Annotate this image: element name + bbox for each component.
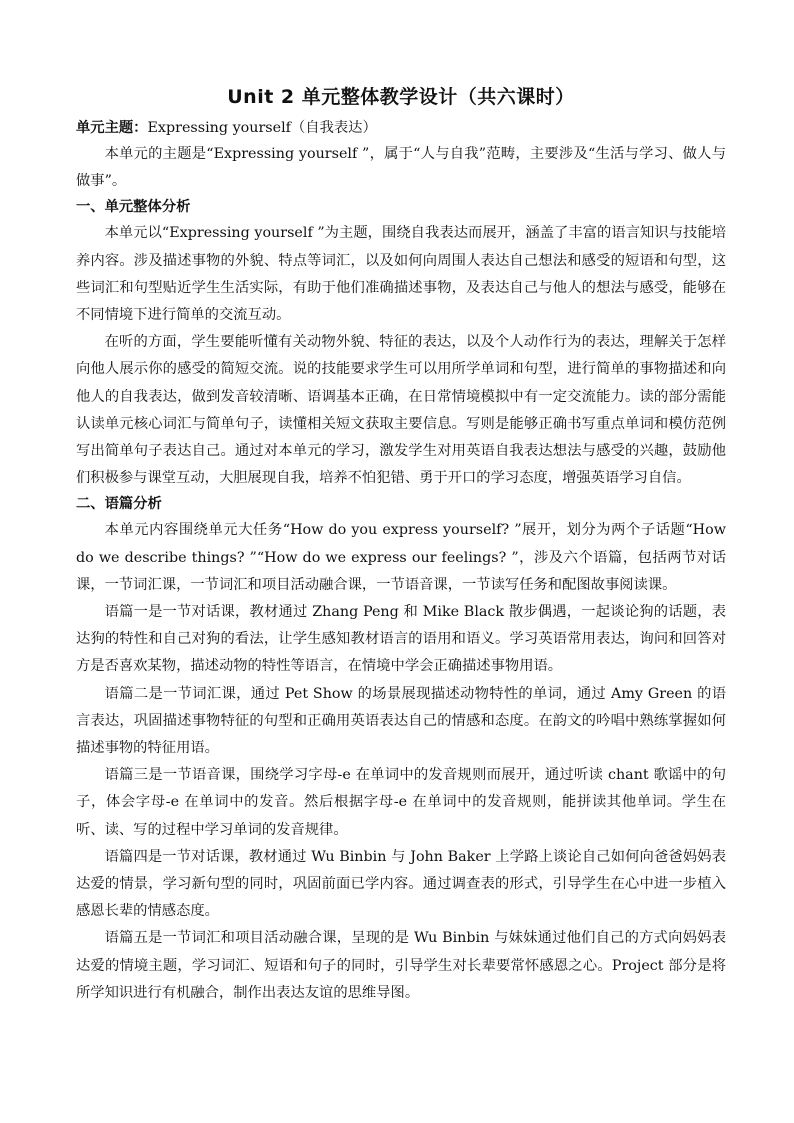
text-analysis-paragraph-2: 语篇一是一节对话课，教材通过 Zhang Peng 和 Mike Black 散步偶遇，一起谈论狗的话题，表达狗的特性和自己对狗的看法，让学生感知教材语言的语用和语义。学习英语常用表达，询问和回答对方是否喜欢某物，描述动物的特性等语言，在情境中学会正确描述事物用语。 [76, 604, 726, 675]
overall-analysis-paragraph-1: 本单元以“Expressing yourself ”为主题，围绕自我表达而展开，涵盖了丰富的语言知识与技能培养内容。涉及描述事物的外貌、特点等词汇，以及如何向周围人表达自己想法和感受的短语和句型，这些词汇和句型贴近学生生活实际，有助于他们准确描述事物，及表达自己与他人的想法与感受，能够在不同情境下进行简单的交流互动。 [76, 225, 726, 324]
section-heading-text-analysis: 二、语篇分析 [76, 496, 162, 513]
overall-analysis-paragraph-2: 在听的方面，学生要能听懂有关动物外貌、特征的表达，以及个人动作行为的表达，理解关于怎样向他人展示你的感受的简短交流。说的技能要求学生可以用所学单词和句型，进行简单的事物描述和向他人的自我表达，做到发音较清晰、语调基本正确，在日常情境模拟中有一定交流能力。读的部分需能认读单元核心词汇与简单句子，读懂相关短文获取主要信息。写则是能够正确书写重点单词和模仿范例写出简单句子表达自己。通过对本单元的学习，激发学生对用英语自我表达想法与感受的兴趣，鼓励他们积极参与课堂互动，大胆展现自我，培养不怕犯错、勇于开口的学习态度，增强英语学习自信。 [76, 334, 726, 487]
unit-theme-line [76, 116, 726, 141]
unit-theme-value: Expressing yourself（自我表达） [147, 120, 377, 136]
unit-theme-label: 单元主题： [76, 120, 148, 136]
text-analysis-paragraph-3: 语篇二是一节词汇课，通过 Pet Show 的场景展现描述动物特性的单词，通过 Amy Green 的语言表达，巩固描述事物特征的句型和正确用英语表达自己的情感和态度。在韵文的吟唱中熟练掌握如何描述事物的特征用语。 [76, 685, 726, 757]
intro-paragraph: 本单元的主题是“Expressing yourself ”，属于“人与自我”范畴，主要涉及“生活与学习、做人与做事”。 [76, 146, 726, 190]
text-analysis-paragraph-4: 语篇三是一节语音课，围绕学习字母-e 在单词中的发音规则而展开，通过听读 chant 歌谣中的句子，体会字母-e 在单词中的发音。然后根据字母-e 在单词中的发音规则，能拼读其他单词。学生在听、读、写的过程中学习单词的发音规律。 [76, 767, 726, 838]
text-analysis-paragraph-5: 语篇四是一节对话课，教材通过 Wu Binbin 与 John Baker 上学路上谈论自己如何向爸爸妈妈表达爱的情景，学习新句型的同时，巩固前面已学内容。通过调查表的形式，引导学生在心中进一步植入感恩长辈的情感态度。 [76, 848, 726, 920]
text-analysis-paragraph-6: 语篇五是一节词汇和项目活动融合课，呈现的是 Wu Binbin 与妹妹通过他们自己的方式向妈妈表达爱的情境主题，学习词汇、短语和句子的同时，引导学生对长辈要常怀感恩之心。Project 部分是将所学知识进行有机融合，制作出表达友谊的思维导图。 [76, 930, 726, 1001]
document-title: Unit 2 单元整体教学设计（共六课时） [227, 86, 575, 108]
document-page [76, 82, 726, 1007]
section-heading-overall-analysis: 一、单元整体分析 [76, 199, 191, 216]
text-analysis-paragraph-1: 本单元内容围绕单元大任务“How do you express yourself? ”展开，划分为两个子话题“How do we describe things? ”“How do we express our feelings? ”，涉及六个语篇，包括两节对话课，一节词汇课，一节词汇和项目活动融合课，一节语音课，一节读写任务和配图故事阅读课。 [76, 522, 726, 593]
